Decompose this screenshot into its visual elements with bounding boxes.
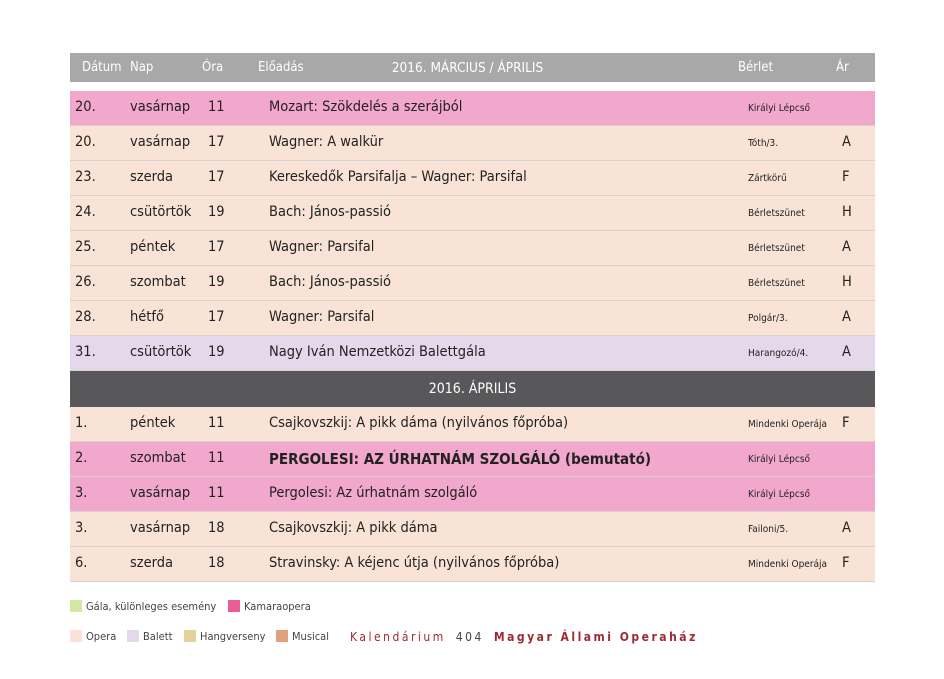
header-time: Óra [202, 60, 224, 75]
cell-time: 19 [208, 274, 225, 290]
table-row [70, 442, 875, 477]
cell-price: A [842, 520, 851, 536]
cell-date: 31. [75, 344, 96, 360]
cell-subscription: Mindenki Operája [748, 419, 828, 430]
cell-subscription: Failoni/5. [748, 524, 789, 535]
cell-subscription: Polgár/3. [748, 313, 788, 324]
cell-price: F [842, 415, 850, 431]
cell-title: Csajkovszkij: A pikk dáma [269, 520, 438, 536]
cell-title: Csajkovszkij: A pikk dáma (nyilvános főpróba) [269, 415, 569, 431]
cell-time: 11 [208, 415, 225, 431]
cell-time: 11 [208, 485, 225, 501]
cell-price: A [842, 134, 851, 150]
cell-date: 24. [75, 204, 96, 220]
cell-subscription: Bérletszünet [748, 243, 805, 254]
cell-price: A [842, 309, 851, 325]
march-rows [70, 91, 875, 371]
footer-kalendarium: Kalendárium [350, 630, 446, 644]
table-row [70, 126, 875, 161]
cell-date: 20. [75, 134, 96, 150]
swatch-opera [70, 630, 82, 642]
header-price: Ár [836, 60, 849, 75]
cell-subscription: Királyi Lépcső [748, 454, 811, 465]
swatch-kamara [228, 600, 240, 612]
cell-subscription: Királyi Lépcső [748, 489, 811, 500]
cell-day: hétfő [130, 309, 164, 325]
cell-time: 17 [208, 134, 225, 150]
cell-day: vasárnap [130, 485, 191, 501]
cell-title: Stravinsky: A kéjenc útja (nyilvános főpróba) [269, 555, 560, 571]
table-row [70, 547, 875, 582]
cell-day: vasárnap [130, 520, 191, 536]
cell-time: 18 [208, 555, 225, 571]
cell-day: szombat [130, 274, 186, 290]
cell-time: 18 [208, 520, 225, 536]
header-sub: Bérlet [738, 60, 774, 75]
cell-time: 11 [208, 99, 225, 115]
table-row [70, 231, 875, 266]
cell-price: H [842, 274, 852, 290]
cell-title: Wagner: Parsifal [269, 309, 375, 325]
header-date: Dátum [82, 60, 122, 75]
cell-subscription: Királyi Lépcső [748, 103, 811, 114]
cell-day: péntek [130, 239, 176, 255]
cell-time: 19 [208, 204, 225, 220]
cell-day: csütörtök [130, 204, 192, 220]
cell-day: szombat [130, 450, 186, 466]
cell-time: 11 [208, 450, 225, 466]
cell-title: Mozart: Szökdelés a szerájból [269, 99, 463, 115]
cell-date: 1. [75, 415, 88, 431]
swatch-balett [127, 630, 139, 642]
cell-date: 23. [75, 169, 96, 185]
table-row [70, 161, 875, 196]
cell-date: 26. [75, 274, 96, 290]
cell-subscription: Zártkörű [748, 173, 787, 184]
cell-day: vasárnap [130, 99, 191, 115]
cell-title: PERGOLESI: AZ ÚRHATNÁM SZOLGÁLÓ (bemutató) [269, 450, 652, 468]
swatch-musical [276, 630, 288, 642]
cell-subscription: Harangozó/4. [748, 348, 809, 359]
table-row [70, 266, 875, 301]
table-row [70, 336, 875, 371]
table-header [70, 53, 875, 82]
table-row [70, 512, 875, 547]
cell-price: F [842, 169, 850, 185]
legend-hangverseny: Hangverseny [184, 630, 265, 643]
cell-time: 17 [208, 239, 225, 255]
cell-date: 3. [75, 520, 88, 536]
cell-day: vasárnap [130, 134, 191, 150]
cell-date: 28. [75, 309, 96, 325]
cell-day: szerda [130, 555, 174, 571]
table-row [70, 196, 875, 231]
cell-subscription: Bérletszünet [748, 278, 805, 289]
legend-kamara: Kamaraopera [228, 600, 311, 613]
footer-opera-house: Magyar Állami Operaház [493, 630, 698, 644]
cell-title: Bach: János-passió [269, 274, 391, 290]
cell-subscription: Mindenki Operája [748, 559, 828, 570]
cell-price: F [842, 555, 850, 571]
cell-title: Wagner: Parsifal [269, 239, 375, 255]
legend-balett: Balett [127, 630, 172, 643]
header-day: Nap [130, 60, 154, 75]
cell-day: péntek [130, 415, 176, 431]
legend-musical: Musical [276, 630, 329, 643]
header-show: Előadás [258, 60, 304, 75]
cell-subscription: Bérletszünet [748, 208, 805, 219]
table-row [70, 477, 875, 512]
cell-date: 2. [75, 450, 88, 466]
cell-title: Wagner: A walkür [269, 134, 384, 150]
page-number: 404 [455, 630, 484, 644]
schedule-table [70, 53, 875, 582]
section-april: 2016. ÁPRILIS [70, 371, 875, 407]
cell-title: Pergolesi: Az úrhatnám szolgáló [269, 485, 478, 501]
cell-time: 17 [208, 169, 225, 185]
cell-price: H [842, 204, 852, 220]
april-rows [70, 407, 875, 582]
cell-date: 6. [75, 555, 88, 571]
cell-title: Bach: János-passió [269, 204, 391, 220]
table-row [70, 407, 875, 442]
cell-day: csütörtök [130, 344, 192, 360]
swatch-gala [70, 600, 82, 612]
cell-time: 19 [208, 344, 225, 360]
footer-brand [350, 630, 698, 644]
legend-gala: Gála, különleges esemény [70, 600, 216, 613]
cell-price: A [842, 344, 851, 360]
table-row [70, 91, 875, 126]
cell-day: szerda [130, 169, 174, 185]
header-title: 2016. MÁRCIUS / ÁPRILIS [391, 60, 544, 76]
cell-title: Nagy Iván Nemzetközi Balettgála [269, 344, 486, 360]
cell-date: 20. [75, 99, 96, 115]
cell-price: A [842, 239, 851, 255]
legend-opera: Opera [70, 630, 116, 643]
table-row [70, 301, 875, 336]
cell-date: 25. [75, 239, 96, 255]
cell-date: 3. [75, 485, 88, 501]
cell-subscription: Tóth/3. [748, 138, 779, 149]
cell-title: Kereskedők Parsifalja – Wagner: Parsifal [269, 169, 527, 185]
cell-time: 17 [208, 309, 225, 325]
swatch-hangverseny [184, 630, 196, 642]
